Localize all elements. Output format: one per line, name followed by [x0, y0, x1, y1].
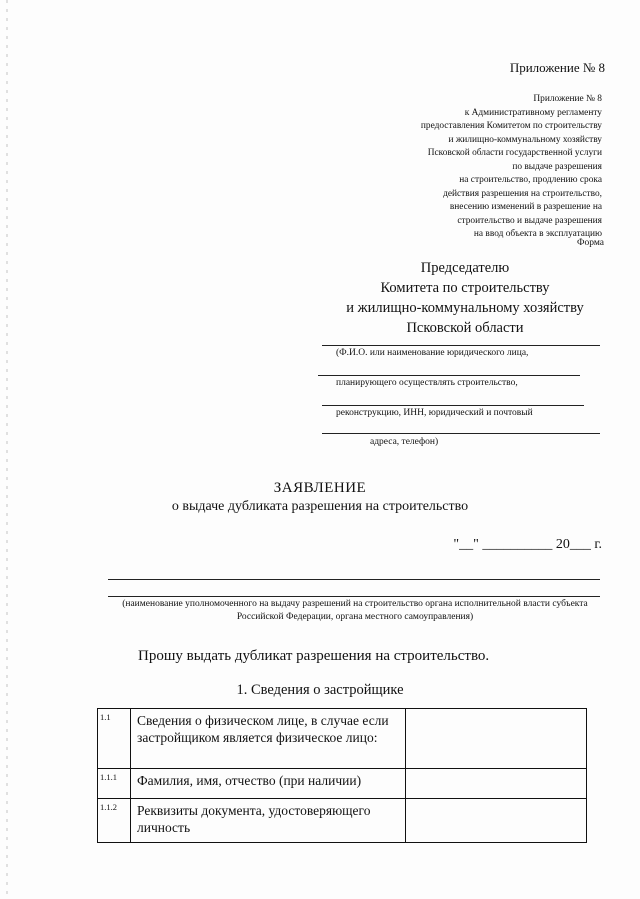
applicant-field-line-4[interactable]	[322, 433, 600, 434]
row-value-cell[interactable]	[406, 799, 587, 843]
addressee-line: Комитета по строительству	[380, 280, 550, 296]
field-caption: реконструкцию, ИНН, юридический и почтовый	[336, 408, 533, 418]
document-subtitle: о выдаче дубликата разрешения на строительство	[171, 499, 469, 514]
regulation-line: к Административному регламенту	[464, 107, 602, 118]
addressee-block	[330, 258, 600, 338]
row-label: Фамилия, имя, отчество (при наличии)	[131, 769, 406, 799]
authority-caption: (наименование уполномоченного на выдачу разрешений на строительство органа исполнительной власти субъекта Российской Федерации, органа местного самоуправления)	[122, 599, 588, 622]
authority-name-field[interactable]	[108, 579, 600, 580]
field-caption: планирующего осуществлять строительство,	[336, 378, 518, 388]
row-label: Сведения о физическом лице, в случае если застройщиком является физическое лицо:	[131, 709, 406, 769]
regulation-line: Псковской области государственной услуги	[427, 148, 602, 158]
regulation-line: и жилищно-коммунальному хозяйству	[448, 134, 602, 145]
field-caption: (Ф.И.О. или наименование юридического лица,	[336, 348, 529, 358]
date-field[interactable]: "__" __________ 20___ г.	[453, 537, 602, 552]
regulation-line: на ввод объекта в эксплуатацию	[473, 229, 602, 239]
form-label: Форма	[576, 238, 604, 248]
applicant-name-field[interactable]	[322, 345, 600, 346]
regulation-reference	[421, 93, 602, 242]
authority-name-field-line-2[interactable]	[108, 596, 600, 597]
applicant-info-table	[97, 708, 587, 843]
addressee-line: и жилищно-коммунальному хозяйству	[346, 300, 584, 316]
regulation-line: Приложение № 8	[533, 94, 602, 104]
table-row	[98, 799, 587, 843]
regulation-line: на строительство, продлению срока	[459, 175, 602, 185]
addressee-line: Председателю	[420, 260, 510, 276]
row-value-cell[interactable]	[406, 709, 587, 769]
row-label: Реквизиты документа, удостоверяющего личность	[131, 799, 406, 843]
regulation-line: внесению изменений в разрешение на	[449, 202, 602, 212]
row-number: 1.1	[98, 709, 131, 769]
regulation-line: по выдаче разрешения	[512, 161, 602, 172]
field-caption: адреса, телефон)	[370, 437, 439, 447]
attachment-title: Приложение № 8	[509, 60, 605, 75]
addressee-line: Псковской области	[406, 320, 524, 336]
row-value-cell[interactable]	[406, 769, 587, 799]
scan-edge-artifact	[6, 0, 8, 899]
row-number: 1.1.1	[98, 769, 131, 799]
request-text: Прошу выдать дубликат разрешения на строительство.	[138, 648, 490, 664]
regulation-line: действия разрешения на строительство,	[443, 188, 602, 199]
regulation-line: предоставления Комитетом по строительству	[420, 121, 602, 131]
table-row	[98, 709, 587, 769]
regulation-line: строительство и выдаче разрешения	[457, 215, 602, 226]
section-title: 1. Сведения о застройщике	[236, 682, 404, 698]
applicant-field-line-2[interactable]	[318, 375, 580, 376]
row-number: 1.1.2	[98, 799, 131, 843]
document-title: ЗАЯВЛЕНИЕ	[273, 480, 367, 496]
table-row	[98, 769, 587, 799]
applicant-field-line-3[interactable]	[322, 405, 584, 406]
